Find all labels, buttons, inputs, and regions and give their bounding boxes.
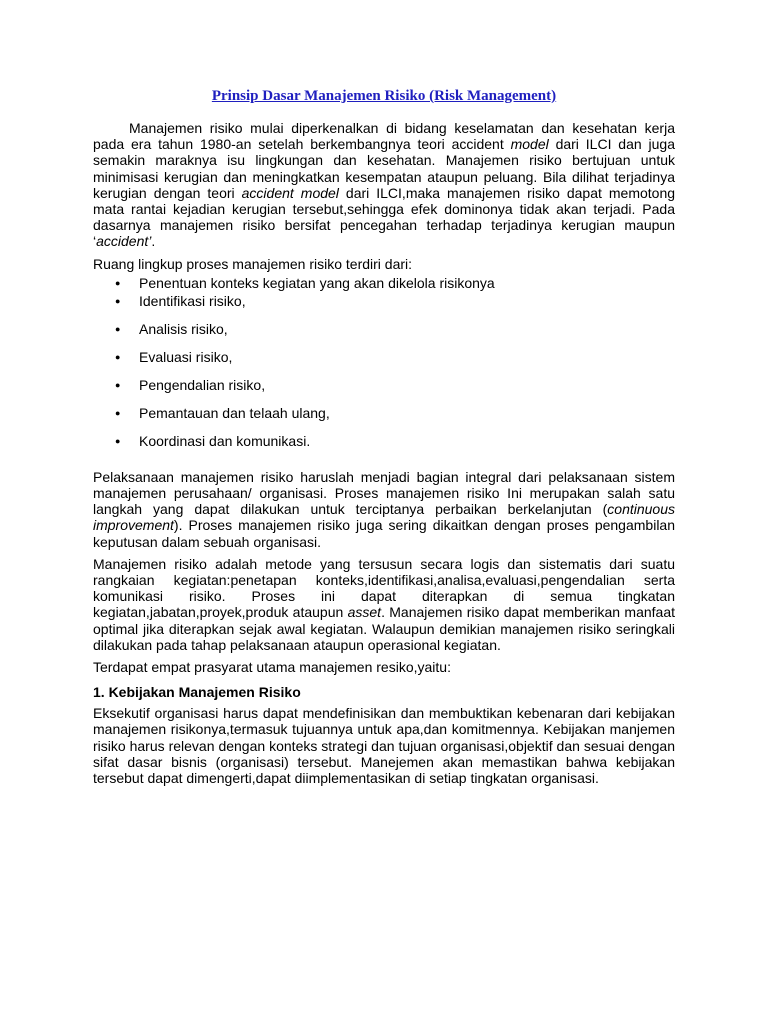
bullet-icon: ● (115, 295, 121, 306)
scope-list-item (93, 321, 675, 337)
bullet-icon: ● (115, 435, 121, 446)
section-body: Eksekutif organisasi harus dapat mendefinisikan dan membuktikan kebenaran dari kebijakan manajemen risikonya,termasuk tujuannya untuk apa,dan komitmennya. Kebijakan manjemen risiko harus relevan dengan konteks strategi dan tujuan organisasi,objektif dan sesuai dengan sifat dasar bisnis (organisasi) tersebut. Manejemen akan memastikan bahwa kebijakan tersebut dapat dimengerti,dapat diimplementasikan di setiap tingkatan organisasi. (93, 705, 675, 787)
metode-text-1: Manajemen risiko adalah metode yang tersusun secara logis dan sistematis dari suatu rangkaian kegiatan:penetapan konteks,identifikasi,analisa,evaluasi,pengendalian serta komunikasi risiko. Proses ini dapat diterapkan di semua tingkatan kegiatan,jabatan,proyek,produk ataupun (93, 555, 675, 621)
scope-item-label: Koordinasi dan komunikasi. (139, 432, 311, 449)
scope-list-item (93, 433, 675, 449)
pelaksanaan-italic-1: continuous improvement (93, 501, 675, 534)
intro-text-3: dari ILCI,maka manajemen risiko dapat memotong mata rantai kejadian kerugian tersebut,sehingga efek dominonya tidak akan terjadi. Pada dasarnya manajemen risiko bersifat pencegahan terhadap terjadinya kerugian maupun ‘ (93, 184, 676, 250)
bullet-icon: ● (115, 407, 121, 418)
bullet-icon: ● (115, 323, 121, 334)
scope-item-label: Penentuan konteks kegiatan yang akan dikelola risikonya (139, 274, 495, 291)
scope-list-item (93, 349, 675, 365)
scope-item-label: Pengendalian risiko, (139, 376, 266, 393)
bullet-icon: ● (115, 351, 121, 362)
scope-item-label: Analisis risiko, (139, 320, 228, 337)
metode-italic-1: asset (347, 604, 382, 621)
metode-text-2: . Manajemen risiko dapat memberikan manfaat optimal jika diterapkan sejak awal kegiatan. Walaupun demikian manajemen risiko seringkali dilakukan pada tahap pelaksanaan ataupun operasional kegiatan. (93, 604, 675, 653)
intro-italic-2: accident model (241, 184, 339, 201)
prasyarat-intro: Terdapat empat prasyarat utama manajemen resiko,yaitu: (93, 659, 451, 676)
document-title: Prinsip Dasar Manajemen Risiko (Risk Management) (211, 88, 557, 104)
intro-italic-1: model (510, 136, 549, 153)
document-page (93, 86, 675, 786)
scope-list-item (93, 377, 675, 393)
scope-list-item (93, 405, 675, 421)
scope-item-label: Evaluasi risiko, (139, 348, 233, 365)
pelaksanaan-text-2: ). Proses manajemen risiko juga sering dikaitkan dengan proses pengambilan keputusan dalam sebuah organisasi. (93, 517, 675, 550)
scope-item-label: Identifikasi risiko, (139, 292, 246, 309)
scope-item-label: Pemantauan dan telaah ulang, (139, 404, 330, 421)
intro-text-2: dari ILCI dan juga semakin maraknya isu lingkungan dan kesehatan. Manajemen risiko bertujuan untuk minimisasi kerugian dan meningkatkan kesempatan ataupun peluang. Bila dilihat terjadinya kerugian dengan teori (93, 136, 675, 201)
metode-paragraph (93, 556, 675, 653)
pelaksanaan-text-1: Pelaksanaan manajemen risiko haruslah menjadi bagian integral dari pelaksanaan sistem manajemen perusahaan/ organisasi. Proses manajemen risiko Ini merupakan salah satu langkah yang dapat dilakukan untuk terciptanya perbaikan berkelanjutan ( (93, 468, 675, 518)
intro-text-4: . (151, 233, 156, 250)
scope-list-item (93, 275, 675, 291)
intro-text-1: Manajemen risiko mulai diperkenalkan di bidang keselamatan dan kesehatan kerja pada era tahun 1980-an setelah berkembangnya teori accident (93, 120, 675, 153)
intro-paragraph (93, 120, 675, 250)
intro-italic-3: accident’ (96, 233, 152, 250)
bullet-icon: ● (115, 277, 121, 288)
scope-list (93, 275, 675, 449)
scope-list-item (93, 293, 675, 309)
scope-intro: Ruang lingkup proses manajemen risiko terdiri dari: (93, 255, 413, 272)
bullet-icon: ● (115, 379, 121, 390)
pelaksanaan-paragraph (93, 469, 675, 550)
section-heading: 1. Kebijakan Manajemen Risiko (93, 684, 301, 701)
